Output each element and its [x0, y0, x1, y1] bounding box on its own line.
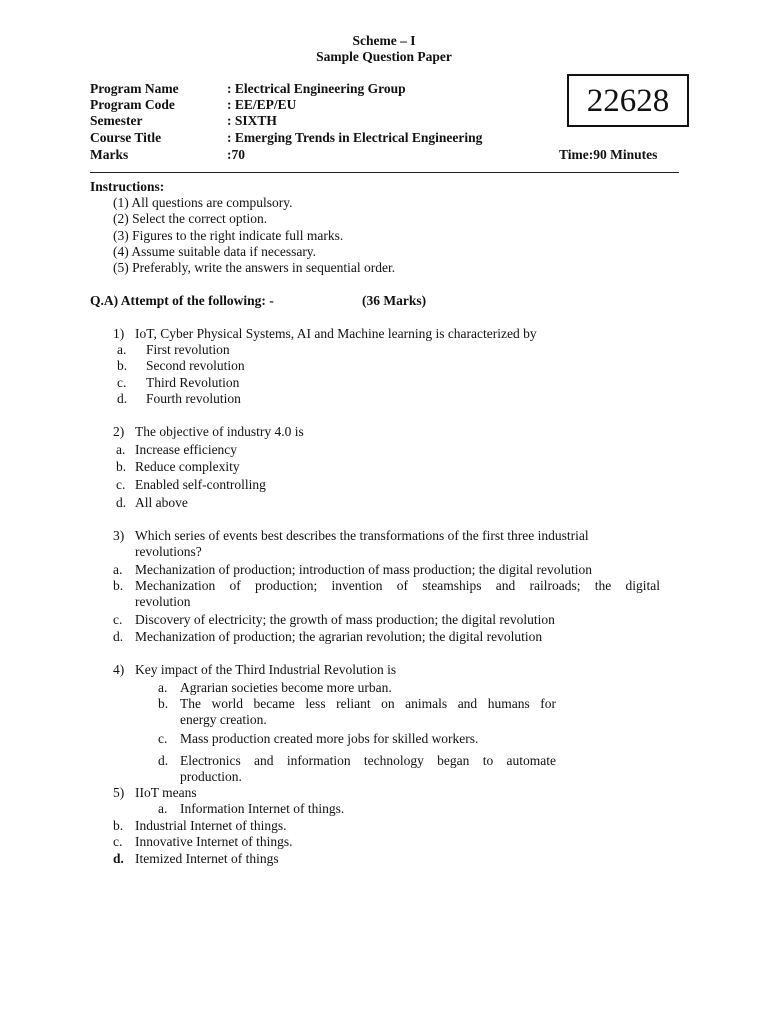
- question-text-continued: revolutions?: [135, 544, 202, 559]
- question-text: Which series of events best describes the transformations of the first three industrial: [135, 528, 589, 543]
- info-label-program-name: Program Name: [90, 81, 179, 96]
- section-title: Q.A) Attempt of the following: -: [90, 293, 274, 308]
- option-text: Information Internet of things.: [180, 801, 345, 816]
- section-marks: (36 Marks): [362, 293, 427, 308]
- question-number: 3): [113, 528, 125, 543]
- time-label: Time:90 Minutes: [559, 147, 658, 162]
- info-value-program-code: : EE/EP/EU: [227, 97, 297, 112]
- question-number: 2): [113, 424, 125, 439]
- question-text: IoT, Cyber Physical Systems, AI and Machine learning is characterized by: [135, 326, 537, 341]
- option-label: d.: [117, 391, 128, 406]
- option-label: b.: [116, 459, 127, 474]
- info-value-program-name: : Electrical Engineering Group: [227, 81, 406, 96]
- info-label-course-title: Course Title: [90, 130, 162, 145]
- paper-title: Sample Question Paper: [316, 49, 452, 64]
- option-label: c.: [117, 375, 127, 390]
- info-label-semester: Semester: [90, 113, 143, 128]
- option-text-continued: production.: [180, 769, 242, 784]
- option-label: b.: [113, 578, 124, 593]
- info-value-marks: :70: [227, 147, 245, 162]
- course-code-box: 22628: [567, 74, 689, 127]
- option-text: Third Revolution: [146, 375, 240, 390]
- option-text: First revolution: [146, 342, 230, 357]
- info-value-semester: : SIXTH: [227, 113, 277, 128]
- info-label-program-code: Program Code: [90, 97, 175, 112]
- instruction-item: (3) Figures to the right indicate full marks.: [113, 228, 344, 243]
- option-label: c.: [158, 731, 168, 746]
- option-label: c.: [113, 834, 123, 849]
- option-text: Enabled self-controlling: [135, 477, 266, 492]
- info-value-course-title: : Emerging Trends in Electrical Engineering: [227, 130, 483, 145]
- option-label: b.: [113, 818, 124, 833]
- option-text: Discovery of electricity; the growth of mass production; the digital revolution: [135, 612, 555, 627]
- question-number: 4): [113, 662, 125, 677]
- option-label: d.: [158, 753, 169, 768]
- option-text: Mechanization of production; the agrarian revolution; the digital revolution: [135, 629, 543, 644]
- option-text: Itemized Internet of things: [135, 851, 279, 866]
- option-label: c.: [116, 477, 126, 492]
- option-label: a.: [116, 442, 126, 457]
- option-text: Industrial Internet of things.: [135, 818, 287, 833]
- option-text-continued: revolution: [135, 594, 191, 609]
- instruction-item: (5) Preferably, write the answers in sequential order.: [113, 260, 396, 275]
- option-text: Increase efficiency: [135, 442, 238, 457]
- option-label: a.: [117, 342, 127, 357]
- instruction-item: (2) Select the correct option.: [113, 211, 268, 226]
- option-text: Mechanization of production; invention of steamships and railroads; the digital: [135, 578, 660, 593]
- question-text: The objective of industry 4.0 is: [135, 424, 304, 439]
- option-label: b.: [117, 358, 128, 373]
- option-label: a.: [158, 680, 168, 695]
- header-divider: [90, 172, 679, 173]
- option-label: d.: [113, 851, 124, 866]
- option-label: c.: [113, 612, 123, 627]
- question-number: 1): [113, 326, 125, 341]
- option-text: Reduce complexity: [135, 459, 240, 474]
- instructions-heading: Instructions:: [90, 179, 165, 194]
- option-label: a.: [158, 801, 168, 816]
- option-text: Fourth revolution: [146, 391, 241, 406]
- option-text: Electronics and information technology began to automate: [180, 753, 556, 768]
- option-text: Mass production created more jobs for skilled workers.: [180, 731, 479, 746]
- instruction-item: (1) All questions are compulsory.: [113, 195, 293, 210]
- question-text: Key impact of the Third Industrial Revolution is: [135, 662, 397, 677]
- info-label-marks: Marks: [90, 147, 129, 162]
- option-label: b.: [158, 696, 169, 711]
- option-label: d.: [116, 495, 127, 510]
- option-text: Second revolution: [146, 358, 245, 373]
- option-label: a.: [113, 562, 123, 577]
- option-text: Agrarian societies become more urban.: [180, 680, 392, 695]
- option-text: Innovative Internet of things.: [135, 834, 293, 849]
- option-text: The world became less reliant on animals and humans for: [180, 696, 556, 711]
- option-text-continued: energy creation.: [180, 712, 267, 727]
- option-text: Mechanization of production; introduction of mass production; the digital revolution: [135, 562, 593, 577]
- scheme-label: Scheme – I: [352, 33, 416, 48]
- option-label: d.: [113, 629, 124, 644]
- instruction-item: (4) Assume suitable data if necessary.: [113, 244, 317, 259]
- option-text: All above: [135, 495, 188, 510]
- question-number: 5): [113, 785, 125, 800]
- question-text: IIoT means: [135, 785, 197, 800]
